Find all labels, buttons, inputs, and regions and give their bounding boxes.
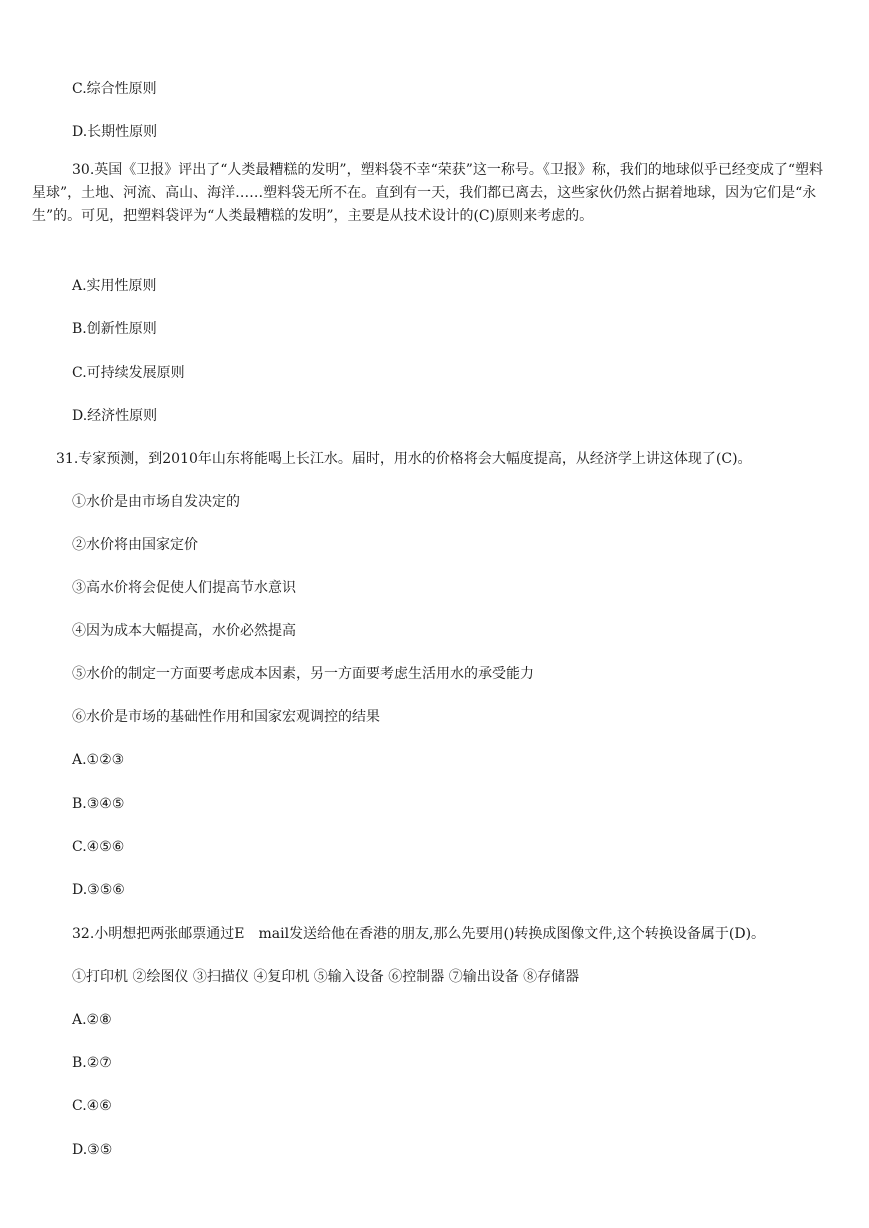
q31-statement-4: ④因为成本大幅提高，水价必然提高: [72, 623, 296, 639]
q31-statement-1: ①水价是由市场自发决定的: [72, 494, 240, 510]
q31-statement-5: ⑤水价的制定一方面要考虑成本因素，另一方面要考虑生活用水的承受能力: [72, 666, 534, 682]
q31-option-c: C.④⑤⑥: [72, 839, 125, 855]
q31-statement-3: ③高水价将会促使人们提高节水意识: [72, 580, 296, 596]
q30-option-d: D.经济性原则: [72, 408, 158, 424]
q32-option-a: A.②⑧: [72, 1012, 112, 1028]
q31-statement-6: ⑥水价是市场的基础性作用和国家宏观调控的结果: [72, 709, 380, 725]
q32-option-c: C.④⑥: [72, 1098, 112, 1114]
q32-option-b: B.②⑦: [72, 1055, 112, 1071]
q31-stem: 31.专家预测，到2010年山东将能喝上长江水。届时，用水的价格将会大幅度提高，从经济学上讲这体现了(C)。: [56, 451, 752, 467]
q30-stem: 30.英国《卫报》评出了“人类最糟糕的发明”，塑料袋不幸“荣获”这一称号。《卫报》称，我们的地球似乎已经变成了“塑料星球”，土地、河流、高山、海洋……塑料袋无所不在。直到有一天，我们都已离去，这些家伙仍然占据着地球，因为它们是“永生”的。可见，把塑料袋评为“人类最糟糕的发明”，主要是从技术设计的(C)原则来考虑的。: [32, 162, 824, 224]
q30-option-c: C.可持续发展原则: [72, 365, 185, 381]
q32-statements: ①打印机 ②绘图仪 ③扫描仪 ④复印机 ⑤输入设备 ⑥控制器 ⑦输出设备 ⑧存储器: [72, 969, 580, 985]
q32-option-d: D.③⑤: [72, 1142, 113, 1158]
q31-option-a: A.①②③: [72, 752, 125, 768]
q30-option-b: B.创新性原则: [72, 321, 157, 337]
q31-option-d: D.③⑤⑥: [72, 882, 125, 898]
q31-statement-2: ②水价将由国家定价: [72, 537, 198, 553]
q32-stem: 32.小明想把两张邮票通过E mail发送给他在香港的朋友,那么先要用()转换成图像文件,这个转换设备属于(D)。: [72, 926, 766, 942]
q29-option-d: D.长期性原则: [72, 124, 158, 140]
q30-option-a: A.实用性原则: [72, 278, 157, 294]
q31-option-b: B.③④⑤: [72, 796, 125, 812]
q29-option-c: C.综合性原则: [72, 81, 157, 97]
